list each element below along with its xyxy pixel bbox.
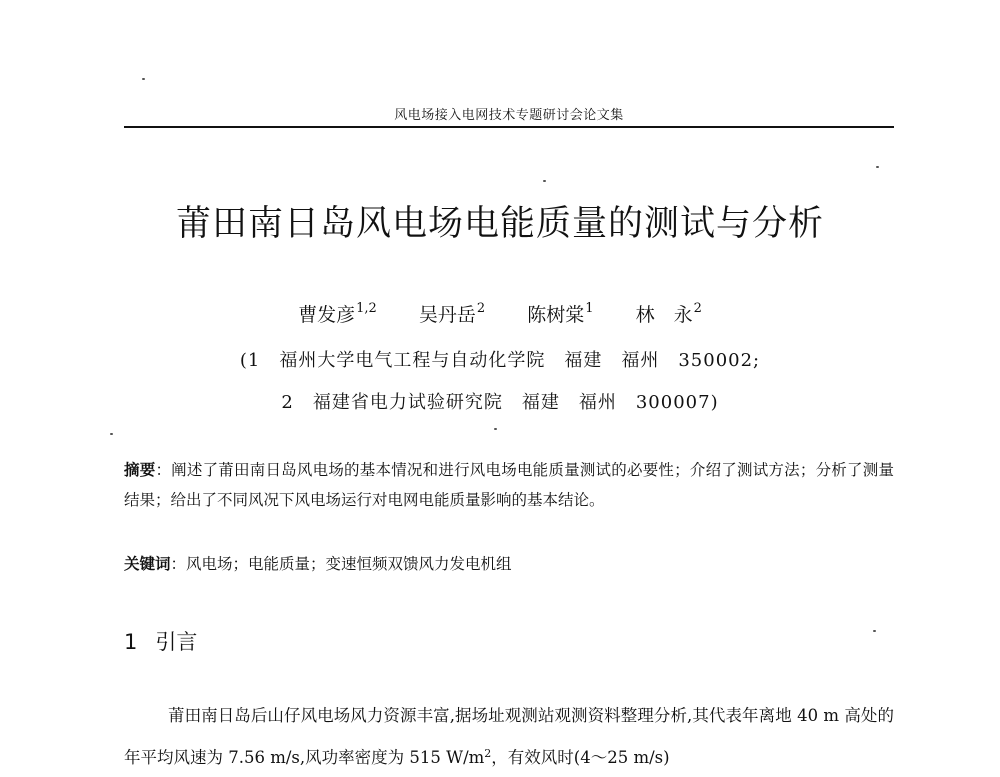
affiliation-line: 2 福建省电力试验研究院 福建 福州 300007) — [281, 392, 719, 413]
section-number: 1 — [124, 630, 138, 654]
scan-speck — [876, 166, 879, 168]
scan-speck — [873, 630, 876, 632]
author-affiliation-mark: 2 — [476, 301, 486, 316]
scan-speck — [543, 180, 546, 182]
paragraph-text-cont: ，有效风时(4～25 m/s) — [491, 747, 670, 767]
header-rule — [124, 126, 894, 128]
superscript: 2 — [484, 746, 492, 760]
author-affiliation-mark: 2 — [693, 301, 702, 316]
paper-title: 莆田南日岛风电场电能质量的测试与分析 — [175, 204, 824, 244]
author-affiliation-mark: 1,2 — [356, 301, 377, 316]
running-header: 风电场接入电网技术专题研讨会论文集 — [394, 108, 624, 123]
author-name: 陈树棠 — [527, 304, 585, 326]
abstract: 摘要：阐述了莆田南日岛风电场的基本情况和进行风电场电能质量测试的必要性；介绍了测试方法；分析了测量结果；给出了不同风况下风电场运行对电网电能质量影响的基本结论。 — [124, 460, 894, 509]
section-heading — [124, 626, 197, 656]
abstract-label: 摘要 — [124, 460, 156, 479]
author — [527, 300, 593, 327]
author — [419, 300, 485, 327]
author — [298, 300, 377, 327]
author-affiliation-mark: 1 — [585, 301, 594, 316]
author-name: 曹发彦 — [298, 304, 356, 326]
scan-speck — [142, 78, 145, 80]
keywords-label: 关键词 — [124, 554, 171, 573]
author-name: 林 永 — [635, 304, 693, 326]
author-name: 吴丹岳 — [418, 304, 476, 326]
paragraph-text: 莆田南日岛后山仔风电场风力资源丰富,据场址观测站观测资料整理分析,其代表年离地 40 m 高处的年平均风速为 7.56 m/s,风功率密度为 515 W/m — [124, 705, 894, 767]
body-paragraph — [124, 697, 894, 777]
keywords: 关键词：风电场；电能质量；变速恒频双馈风力发电机组 — [124, 554, 512, 573]
abstract-text: 阐述了莆田南日岛风电场的基本情况和进行风电场电能质量测试的必要性；介绍了测试方法；分析了测量结果；给出了不同风况下风电场运行对电网电能质量影响的基本结论。 — [124, 461, 894, 509]
scan-speck — [110, 433, 113, 435]
author — [636, 300, 702, 327]
author-list — [0, 300, 1000, 327]
affiliation-line: (1 福州大学电气工程与自动化学院 福建 福州 350002; — [239, 350, 761, 371]
section-title: 引言 — [155, 630, 198, 654]
keywords-text: 风电场；电能质量；变速恒频双馈风力发电机组 — [186, 555, 512, 573]
scan-speck — [494, 428, 497, 430]
